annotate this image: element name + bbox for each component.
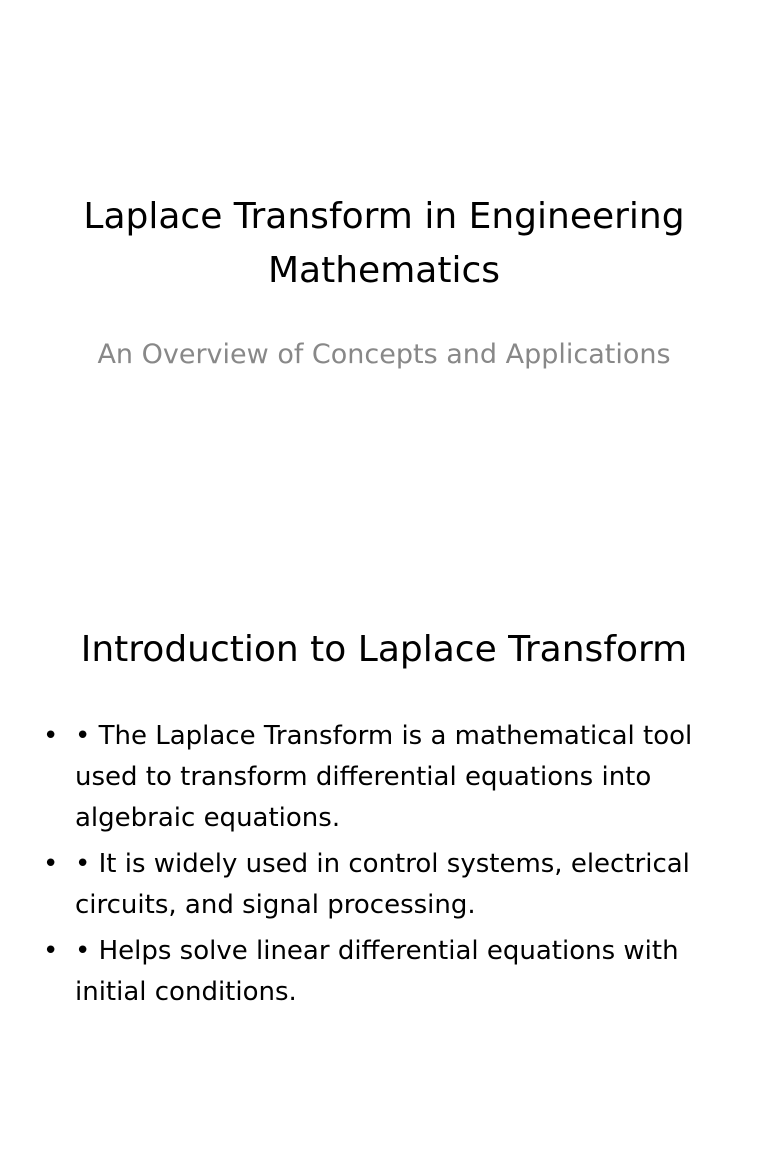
bullet-marker: • — [43, 936, 59, 966]
slide-title: Laplace Transform in Engineering Mathematics — [83, 196, 685, 291]
bullet-marker: • — [43, 721, 59, 751]
bullet-item — [38, 844, 728, 926]
content-slide — [0, 576, 768, 1152]
bullet-list — [38, 716, 728, 1018]
slide-subtitle: An Overview of Concepts and Applications — [97, 339, 671, 370]
bullet-item — [38, 931, 728, 1013]
bullet-item — [38, 716, 728, 839]
slide-heading: Introduction to Laplace Transform — [80, 629, 688, 670]
bullet-marker: • — [43, 849, 59, 879]
bullet-text: • It is widely used in control systems, electrical circuits, and signal processing. — [75, 849, 690, 920]
bullet-text: • Helps solve linear differential equations with initial conditions. — [75, 936, 679, 1007]
bullet-text: • The Laplace Transform is a mathematical tool used to transform differential equations into algebraic equations. — [75, 721, 693, 833]
